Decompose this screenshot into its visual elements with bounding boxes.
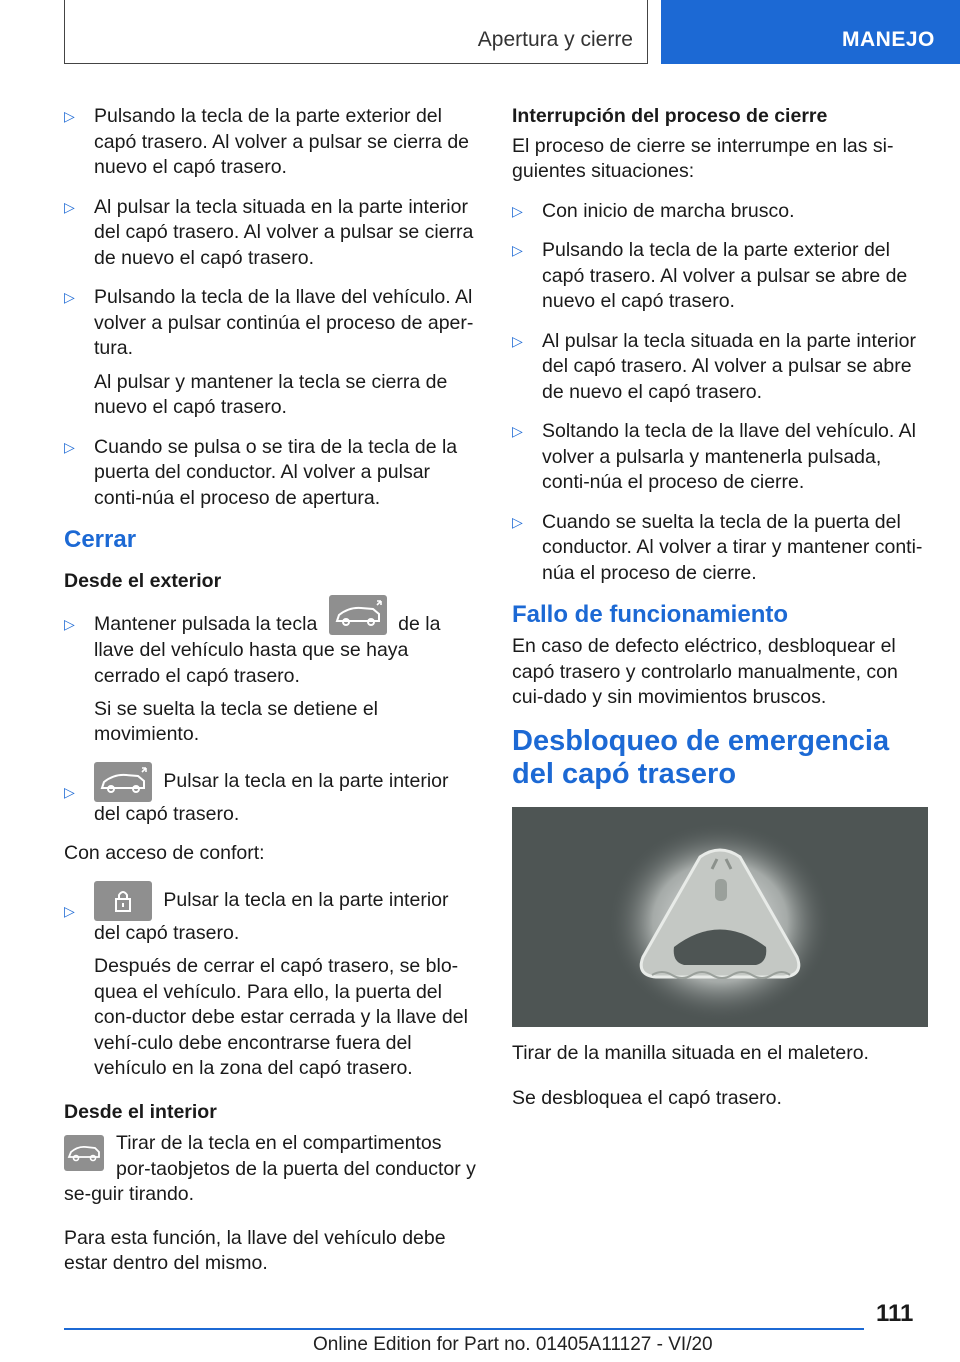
list-item-note: Si se suelta la tecla se detiene el movimiento. xyxy=(94,697,379,745)
list-item xyxy=(64,881,479,947)
header-section-box xyxy=(64,0,648,64)
triangle-bullet-icon: ▷ xyxy=(64,438,75,455)
triangle-bullet-icon: ▷ xyxy=(64,902,75,919)
comfort-access-label: Con acceso de confort: xyxy=(64,842,265,864)
list-item-text: Con inicio de marcha brusco. xyxy=(542,199,795,222)
list-item xyxy=(512,419,928,496)
triangle-bullet-icon: ▷ xyxy=(64,108,75,124)
list-item xyxy=(64,611,479,689)
triangle-bullet-icon: ▷ xyxy=(512,242,523,258)
subheading-interrupcion: Interrupción del proceso de cierre xyxy=(512,105,828,127)
list-item-text: Soltando la tecla de la llave del vehículo. Al volver a pulsarla y mantenerla pulsada, conti-núa el proceso de cierre. xyxy=(542,420,916,493)
interior-paragraph xyxy=(64,1131,479,1208)
list-item xyxy=(64,104,479,181)
header-chapter-label: MANEJO xyxy=(842,28,935,51)
final-paragraph: Para esta función, la llave del vehículo debe estar dentro del mismo. xyxy=(64,1226,446,1274)
triangle-bullet-icon: ▷ xyxy=(64,615,75,632)
list-item xyxy=(64,195,479,272)
list-item-text: Al pulsar la tecla situada en la parte interior del capó trasero. Al volver a pulsar se cierra de nuevo el capó trasero. xyxy=(94,195,474,269)
door-tailgate-button-icon xyxy=(64,1135,104,1171)
list-item-text: Mantener pulsada la tecla xyxy=(94,612,318,635)
list-item xyxy=(512,510,928,587)
triangle-bullet-icon: ▷ xyxy=(512,332,523,349)
footer-divider xyxy=(64,1328,864,1330)
list-item xyxy=(512,199,928,225)
list-item-text: Pulsando la tecla de la parte exterior del capó trasero. Al volver a pulsar se abre de nuevo el capó trasero. xyxy=(542,239,908,312)
subheading-interior: Desde el interior xyxy=(64,1100,217,1123)
list-item-note: Después de cerrar el capó trasero, se blo-quea el vehículo. Para ello, la puerta del con-ductor debe estar cerrada y la llave del vehí-culo debe encontrarse fuera del vehículo en la zona del capó trasero. xyxy=(94,955,468,1079)
list-item xyxy=(64,435,479,512)
list-item-text: Cuando se suelta la tecla de la puerta del conductor. Al volver a tirar y mantener conti-núa el proceso de cierre. xyxy=(542,510,923,584)
section-heading-cerrar: Cerrar xyxy=(64,526,137,553)
image-caption-2: Se desbloquea el capó trasero. xyxy=(512,1087,782,1109)
list-item xyxy=(64,285,479,362)
header-chapter-tab xyxy=(661,0,960,64)
list-item xyxy=(64,762,479,828)
triangle-bullet-icon: ▷ xyxy=(64,198,75,215)
list-item xyxy=(512,329,928,406)
list-item-text: Cuando se pulsa o se tira de la tecla de la puerta del conductor. Al volver a pulsar conti-núa el proceso de apertura. xyxy=(94,435,458,509)
triangle-bullet-icon: ▷ xyxy=(64,783,75,800)
fallo-paragraph: En caso de defecto eléctrico, desbloquear el capó trasero y controlarlo manualmente, con cui-dado y sin movimientos bruscos. xyxy=(512,635,898,708)
page-number: 111 xyxy=(876,1300,914,1327)
left-column xyxy=(64,104,479,1291)
triangle-bullet-icon: ▷ xyxy=(512,423,523,439)
list-item-note: Al pulsar y mantener la tecla se cierra de nuevo el capó trasero. xyxy=(94,370,448,418)
interior-text: Tirar de la tecla en el compartimentos por-taobjetos de la puerta del conductor y se-guir tirando. xyxy=(64,1132,476,1205)
list-item-text: Pulsar la tecla en la parte interior del capó trasero. xyxy=(94,769,449,825)
tailgate-button-icon xyxy=(94,762,152,802)
triangle-bullet-icon: ▷ xyxy=(512,202,523,219)
interrupcion-intro: El proceso de cierre se interrumpe en las si-guientes situaciones: xyxy=(512,134,894,182)
car-key-tailgate-icon xyxy=(329,595,387,635)
section-heading-desbloqueo: Desbloqueo de emergencia del capó trasero xyxy=(512,724,890,790)
header-section-title: Apertura y cierre xyxy=(477,28,633,51)
section-heading-fallo: Fallo de funcionamiento xyxy=(512,601,789,628)
image-caption-1: Tirar de la manilla situada en el maletero. xyxy=(512,1041,869,1064)
footer-edition: Online Edition for Part no. 01405A11127 - VI/20 xyxy=(313,1334,713,1355)
triangle-bullet-icon: ▷ xyxy=(64,289,75,305)
emergency-release-handle-image xyxy=(512,807,928,1027)
list-item-text: Pulsando la tecla de la llave del vehículo. Al volver a pulsar continúa el proceso de aper-tura. xyxy=(94,286,474,359)
lock-button-icon xyxy=(94,881,152,921)
list-item-text: de la llave del vehículo hasta que se haya cerrado el capó trasero. xyxy=(94,612,441,687)
right-column xyxy=(512,104,928,1126)
subheading-exterior: Desde el exterior xyxy=(64,570,222,592)
list-item-text: Pulsar la tecla en la parte interior del capó trasero. xyxy=(94,888,449,944)
list-item xyxy=(512,238,928,315)
list-item-text: Al pulsar la tecla situada en la parte interior del capó trasero. Al volver a pulsar se abre de nuevo el capó trasero. xyxy=(542,329,916,403)
triangle-bullet-icon: ▷ xyxy=(512,513,523,530)
list-item-text: Pulsando la tecla de la parte exterior del capó trasero. Al volver a pulsar se cierra de nuevo el capó trasero. xyxy=(94,105,470,178)
